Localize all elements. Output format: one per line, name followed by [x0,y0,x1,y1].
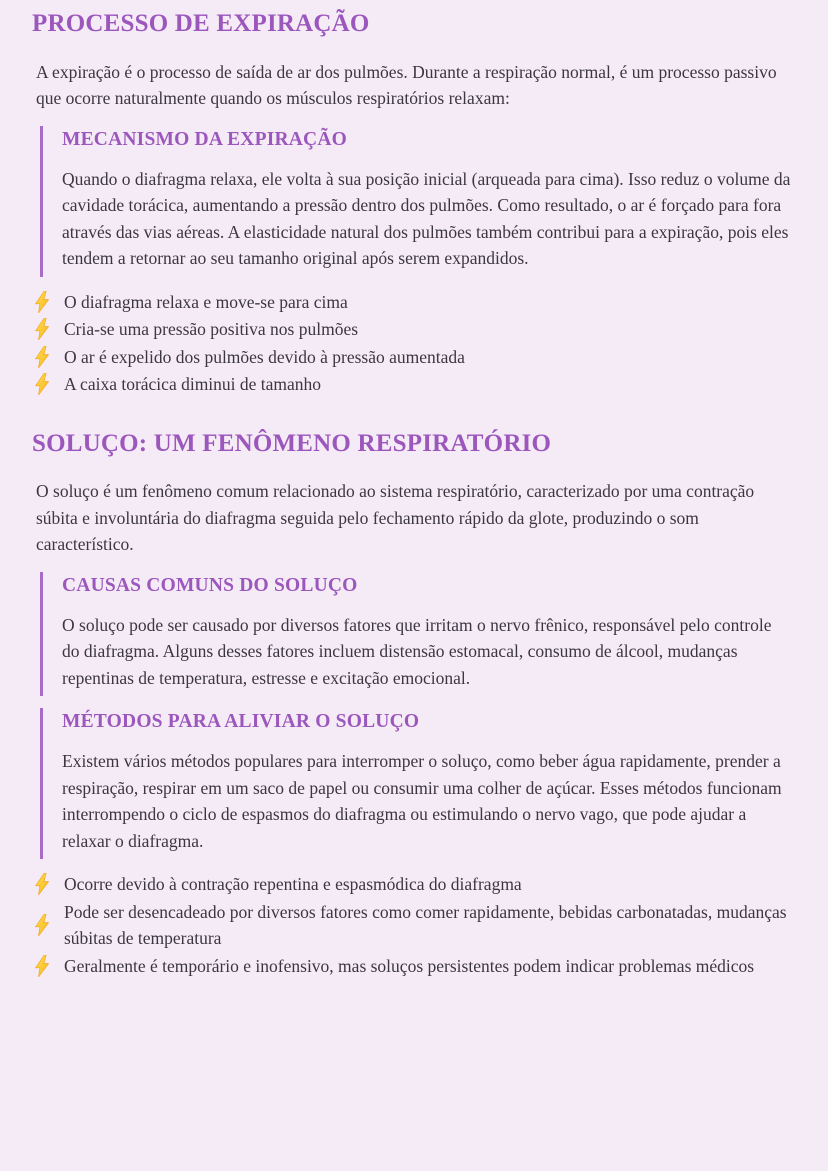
subsection-body: Quando o diafragma relaxa, ele volta à sua posição inicial (arqueada para cima). Isso reduz o volume da cavidade torácica, aumentando a pressão dentro dos pulmões. Como resultado, o ar é forçado para fora através das vias aéreas. A elasticidade natural dos pulmões também contribui para a expiração, pois eles tendem a retornar ao seu tamanho original após serem expandidos. [62,168,791,268]
lightning-bolt-icon [34,318,50,340]
list-item-text: Geralmente é temporário e inofensivo, mas soluços persistentes podem indicar problemas médicos [64,955,755,976]
list-item [32,899,792,952]
section-intro-paragraph: A expiração é o processo de saída de ar dos pulmões. Durante a respiração normal, é um processo passivo que ocorre naturalmente quando os músculos respiratórios relaxam: [36,61,777,108]
subsection-title: CAUSAS COMUNS DO SOLUÇO [62,574,358,596]
subsection-title: MÉTODOS PARA ALIVIAR O SOLUÇO [62,711,420,732]
list-item [32,316,792,343]
subsection-metodos-aliviar [40,708,792,859]
list-item-text: Ocorre devido à contração repentina e espasmódica do diafragma [64,874,522,894]
lightning-bolt-icon [34,291,50,313]
list-item [32,871,792,898]
list-item [32,371,792,398]
list-item [32,953,792,980]
list-item [32,344,792,371]
list-item-text: Pode ser desencadeado por diversos fatores como comer rapidamente, bebidas carbonatadas, mudanças súbitas de temperatura [64,901,787,948]
section-expiracao [32,10,792,398]
list-item-text: O diafragma relaxa e move-se para cima [64,291,348,312]
section-intro-paragraph: O soluço é um fenômeno comum relacionado ao sistema respiratório, caracterizado por uma contração súbita e involuntária do diafragma seguida pelo fechamento rápido da glote, produzindo o som característico. [36,481,755,554]
section-title: SOLUÇO: UM FENÔMENO RESPIRATÓRIO [32,429,552,457]
bullet-list-expiracao [32,289,792,398]
list-item-text: A caixa torácica diminui de tamanho [64,374,322,394]
subsection-title: MECANISMO DA EXPIRAÇÃO [62,128,347,150]
lightning-bolt-icon [34,955,50,977]
lightning-bolt-icon [34,346,50,368]
bullet-list-soluco [32,871,792,979]
section-soluco [32,430,792,980]
lightning-bolt-icon [34,373,50,395]
subsection-body: O soluço pode ser causado por diversos fatores que irritam o nervo frênico, responsável pelo controle do diafragma. Alguns desses fatores incluem distensão estomacal, consumo de álcool, mudanças repentinas de temperatura, estresse e excitação emocional. [62,614,772,688]
subsection-causas-soluco [40,572,792,697]
subsection-mecanismo-expiracao [40,126,792,277]
list-item [32,289,792,316]
page-title: PROCESSO DE EXPIRAÇÃO [32,10,370,37]
list-item-text: Cria-se uma pressão positiva nos pulmões [64,319,359,339]
list-item-text: O ar é expelido dos pulmões devido à pressão aumentada [64,346,465,367]
lightning-bolt-icon [34,914,50,936]
lightning-bolt-icon [34,873,50,895]
subsection-body: Existem vários métodos populares para interromper o soluço, como beber água rapidamente, prender a respiração, respirar em um saco de papel ou consumir uma colher de açúcar. Esses métodos funcionam interrompendo o ciclo de espasmos do diafragma ou estimulando o nervo vago, que pode ajudar a relaxar o diafragma. [62,751,782,851]
